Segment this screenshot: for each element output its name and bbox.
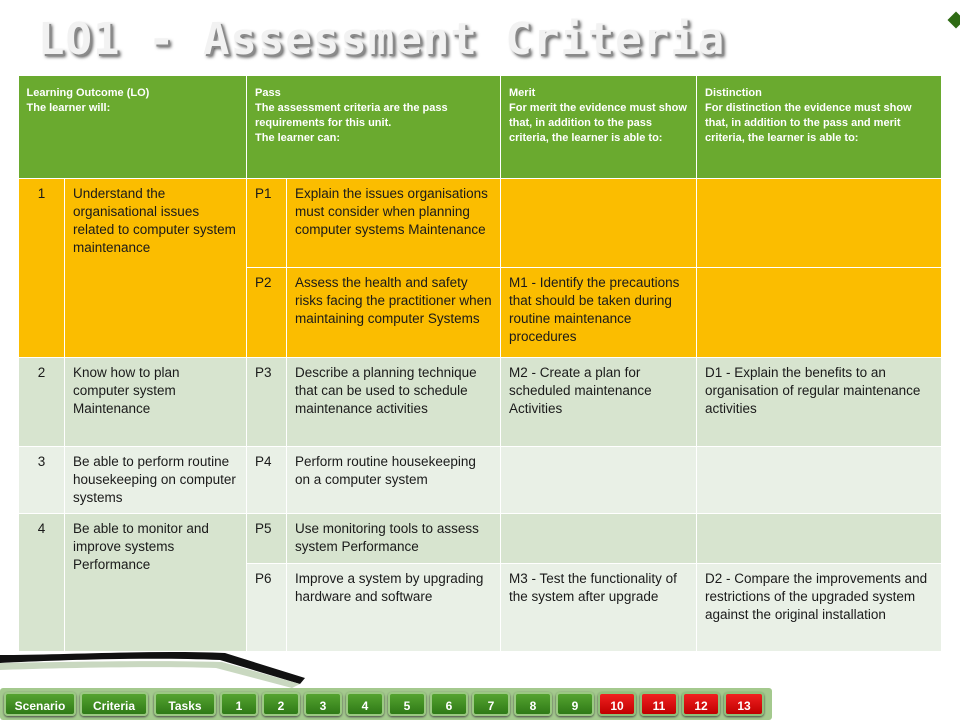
pass-text: Improve a system by upgrading hardware and software: [287, 564, 501, 652]
distinction-cell: [697, 179, 942, 268]
table-row: [19, 514, 942, 564]
nav-page-13[interactable]: 13: [724, 692, 764, 716]
nav-page-7[interactable]: 7: [472, 692, 510, 716]
nav-page-8[interactable]: 8: [514, 692, 552, 716]
lo-number: 4: [19, 514, 65, 652]
nav-page-5[interactable]: 5: [388, 692, 426, 716]
nav-tab-tasks[interactable]: Tasks: [154, 692, 216, 716]
assessment-criteria-table: [18, 76, 942, 652]
nav-page-9[interactable]: 9: [556, 692, 594, 716]
lo-number: 3: [19, 447, 65, 514]
distinction-cell: D1 - Explain the benefits to an organisation of regular maintenance activities: [697, 358, 942, 447]
lo-text: Understand the organisational issues related to computer system maintenance: [65, 179, 247, 358]
pass-code: P3: [247, 358, 287, 447]
lo-text: Know how to plan computer system Maintenance: [65, 358, 247, 447]
pass-code: P6: [247, 564, 287, 652]
header-merit: Merit For merit the evidence must show that, in addition to the pass criteria, the learner is able to:: [501, 76, 697, 179]
table-header-row: [19, 76, 942, 179]
merit-cell: M1 - Identify the precautions that should be taken during routine maintenance procedures: [501, 268, 697, 358]
pass-text: Use monitoring tools to assess system Performance: [287, 514, 501, 564]
nav-tab-criteria[interactable]: Criteria: [80, 692, 148, 716]
merit-cell: [501, 447, 697, 514]
nav-page-11[interactable]: 11: [640, 692, 678, 716]
header-pass: Pass The assessment criteria are the pass requirements for this unit. The learner can:: [247, 76, 501, 179]
pass-code: P4: [247, 447, 287, 514]
nav-page-6[interactable]: 6: [430, 692, 468, 716]
header-distinction: Distinction For distinction the evidence must show that, in addition to the pass and merit criteria, the learner is able to:: [697, 76, 942, 179]
distinction-cell: [697, 268, 942, 358]
nav-page-12[interactable]: 12: [682, 692, 720, 716]
corner-diamond-icon: [948, 12, 960, 29]
pass-text: Explain the issues organisations must consider when planning computer systems Maintenance: [287, 179, 501, 268]
distinction-cell: D2 - Compare the improvements and restrictions of the upgraded system against the original installation: [697, 564, 942, 652]
header-learning-outcome: Learning Outcome (LO) The learner will:: [19, 76, 247, 179]
pass-code: P2: [247, 268, 287, 358]
nav-page-4[interactable]: 4: [346, 692, 384, 716]
distinction-cell: [697, 514, 942, 564]
pass-text: Describe a planning technique that can be used to schedule maintenance activities: [287, 358, 501, 447]
merit-cell: [501, 179, 697, 268]
lo-text: Be able to perform routine housekeeping on computer systems: [65, 447, 247, 514]
nav-page-1[interactable]: 1: [220, 692, 258, 716]
lo-text: Be able to monitor and improve systems Performance: [65, 514, 247, 652]
nav-page-3[interactable]: 3: [304, 692, 342, 716]
nav-tab-scenario[interactable]: Scenario: [4, 692, 76, 716]
page-title: LO1 - Assessment Criteria: [38, 14, 726, 65]
pass-code: P1: [247, 179, 287, 268]
lo-number: 2: [19, 358, 65, 447]
table-row: [19, 179, 942, 268]
pass-code: P5: [247, 514, 287, 564]
table-row: [19, 358, 942, 447]
merit-cell: [501, 514, 697, 564]
lo-number: 1: [19, 179, 65, 358]
nav-page-10[interactable]: 10: [598, 692, 636, 716]
merit-cell: M3 - Test the functionality of the system after upgrade: [501, 564, 697, 652]
distinction-cell: [697, 447, 942, 514]
nav-page-2[interactable]: 2: [262, 692, 300, 716]
pass-text: Perform routine housekeeping on a computer system: [287, 447, 501, 514]
merit-cell: M2 - Create a plan for scheduled maintenance Activities: [501, 358, 697, 447]
pass-text: Assess the health and safety risks facing the practitioner when maintaining computer Systems: [287, 268, 501, 358]
table-row: [19, 447, 942, 514]
